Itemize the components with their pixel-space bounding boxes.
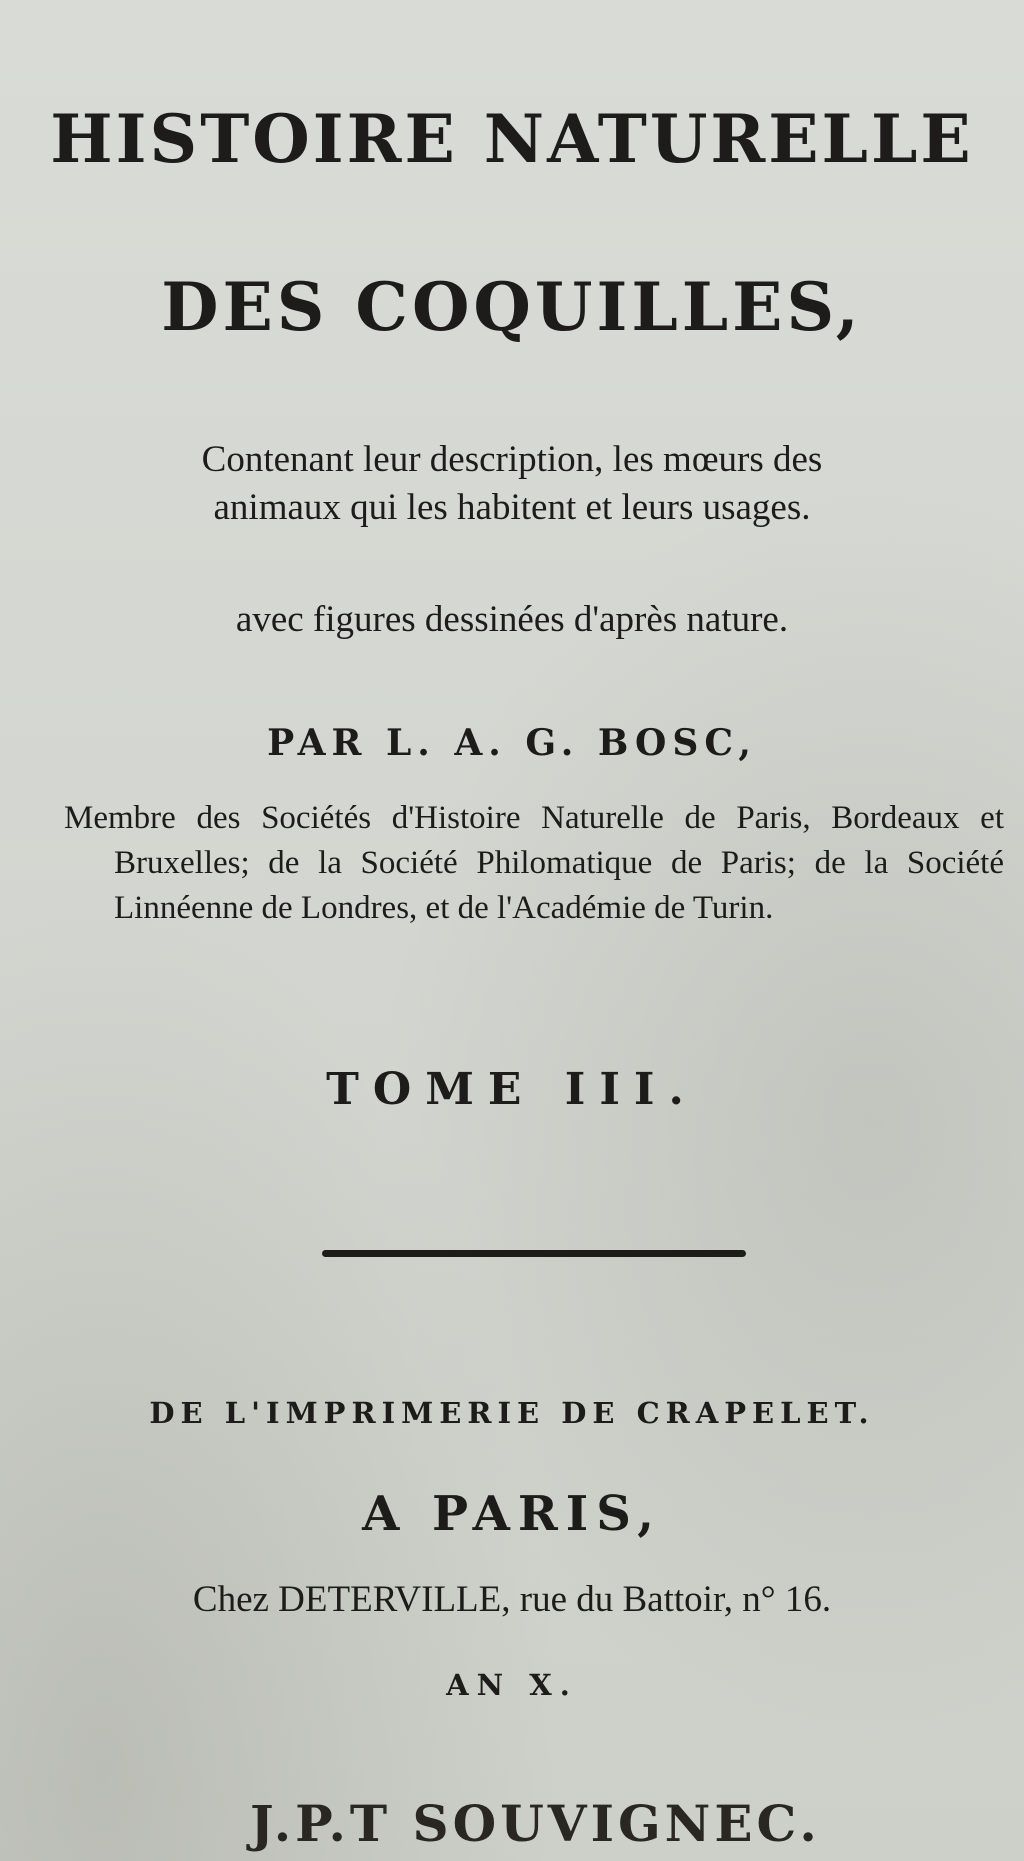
- title-line-2: DES COQUILLES,: [161, 268, 863, 346]
- publisher-line: Chez DETERVILLE, rue du Battoir, n° 16.: [192, 1579, 832, 1620]
- author-line: PAR L. A. G. BOSC,: [267, 722, 757, 764]
- place-line: A PARIS,: [362, 1486, 662, 1542]
- volume-label: TOME III.: [326, 1064, 698, 1115]
- horizontal-rule: [322, 1250, 746, 1257]
- membership-text: Membre des Sociétés d'Histoire Naturelle de Paris, Bordeaux et Bruxelles; de la Société Philomatique de Paris; de la Société Linnéenne de Londres, et de l'Académie de Turin.: [64, 800, 1004, 926]
- author-membership: [64, 796, 1004, 931]
- owner-stamp: J.P.T SOUVIGNEC.: [250, 1794, 821, 1853]
- subtitle-line-2: animaux qui les habitent et leurs usages.: [213, 487, 811, 528]
- printer-line: DE L'IMPRIMERIE DE CRAPELET.: [149, 1396, 875, 1430]
- subtitle-line-3: avec figures dessinées d'après nature.: [235, 599, 789, 640]
- title-line-1: HISTOIRE NATURELLE: [50, 100, 974, 178]
- year-line: AN X.: [446, 1668, 578, 1702]
- subtitle-line-1: Contenant leur description, les mœurs des: [201, 439, 823, 480]
